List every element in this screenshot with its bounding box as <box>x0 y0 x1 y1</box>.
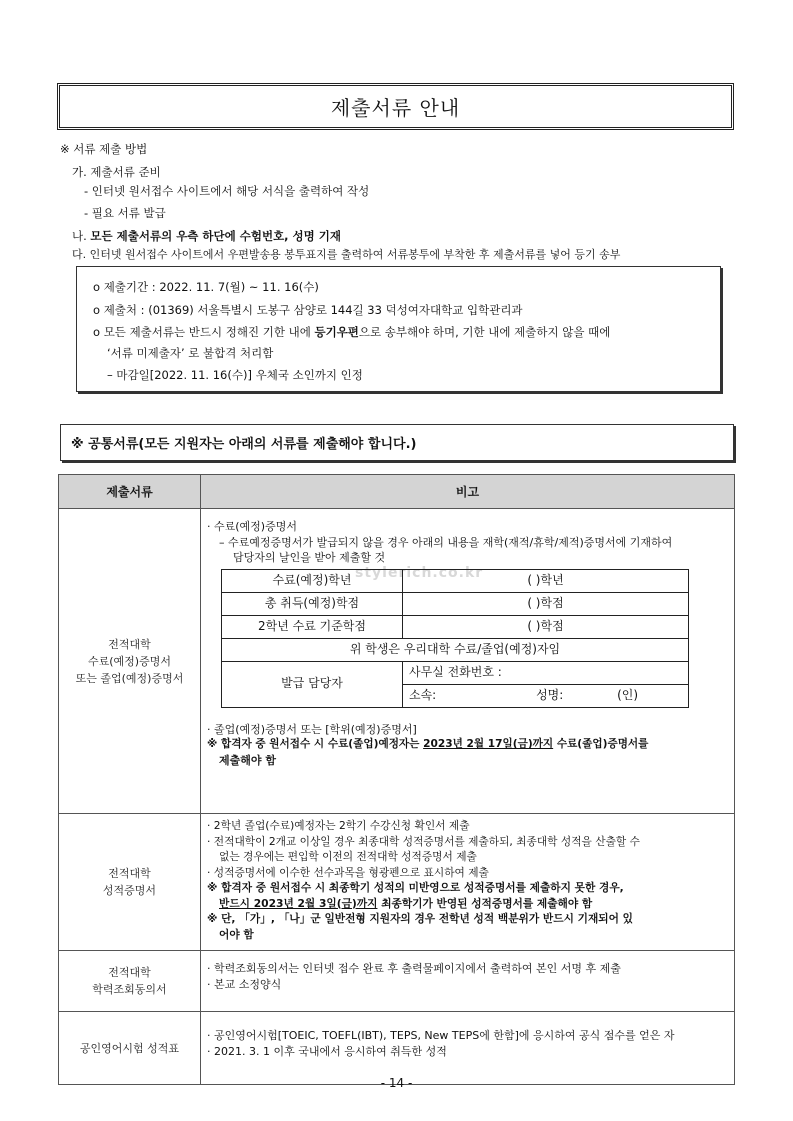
watermark: stylerich.co.kr <box>355 565 484 581</box>
row1-label-line: 전적대학 <box>108 637 151 651</box>
inner-seal: (인) <box>617 687 639 702</box>
method-ga-item-2: - 필요 서류 발급 <box>84 206 166 220</box>
table-row <box>59 951 735 1012</box>
page-title: 제출서류 안내 <box>330 96 461 120</box>
method-na-prefix: 나. <box>72 229 91 243</box>
row1-label-line: 수료(예정)증명서 <box>88 654 171 668</box>
row2-bullet-2: · 전적대학이 2개교 이상일 경우 최종대학 성적증명서를 제출하되, 최종대학 성적을 산출할 수 <box>207 834 640 848</box>
col-header-docs: 제출서류 <box>59 475 201 509</box>
info-notice-post: 으로 송부해야 하며, 기한 내에 제출하지 않을 때에 <box>358 325 611 339</box>
table-row <box>59 814 735 951</box>
inner-label: 수료(예정)학년 <box>222 569 403 592</box>
row1-bullet-1: · 수료(예정)증명서 <box>207 520 297 533</box>
row1-note-pre: ※ 합격자 중 원서접수 시 수료(졸업)예정자는 <box>207 738 424 750</box>
inner-value: ( )학점 <box>403 592 689 615</box>
row1-note <box>207 737 728 753</box>
inner-phone: 사무실 전화번호 : <box>403 661 689 684</box>
info-box <box>76 266 721 392</box>
info-notice-bold: 등기우편 <box>314 325 359 339</box>
row3-bullet-2: · 본교 소정양식 <box>207 977 282 991</box>
info-deadline: – 마감일[2022. 11. 16(수)] 우체국 소인까지 인정 <box>107 368 363 382</box>
row2-label <box>59 814 201 951</box>
table-row <box>59 1012 735 1085</box>
row3-notes <box>201 951 735 1012</box>
page-number: - 14 - <box>380 1076 413 1090</box>
row1-note-post: 수료(졸업)증명서를 <box>553 738 649 750</box>
row3-bullet-1: · 학력조회동의서는 인터넷 접수 완료 후 출력물페이지에서 출력하여 본인 서명 후 제출 <box>207 962 621 975</box>
info-notice <box>93 324 610 340</box>
row2-bullet-4: · 성적증명서에 이수한 선수과목을 형광펜으로 표시하여 제출 <box>207 865 489 879</box>
method-heading: ※ 서류 제출 방법 <box>60 142 148 156</box>
inner-affiliation <box>403 684 689 707</box>
row2-bullet-1: · 2학년 졸업(수료)예정자는 2학기 수강신청 확인서 제출 <box>207 819 470 832</box>
row2-bullet-3: 없는 경우에는 편입학 이전의 전적대학 성적증명서 제출 <box>219 850 477 863</box>
row4-bullet-1: · 공인영어시험[TOEIC, TOEFL(IBT), TEPS, New TEPS에 한함]에 응시하여 공식 점수를 얻은 자 <box>207 1029 675 1042</box>
method-ga: 가. 제출서류 준비 <box>72 165 161 179</box>
row1-note-cont: 제출해야 함 <box>219 753 276 767</box>
method-na-bold: 모든 제출서류의 우측 하단에 수험번호, 성명 기재 <box>90 229 341 243</box>
page-title-box <box>57 83 734 130</box>
inner-affiliation-label: 소속: <box>409 687 437 702</box>
row4-label-line: 공인영어시험 성적표 <box>79 1041 180 1055</box>
row3-label-line: 전적대학 <box>108 966 151 979</box>
inner-name-label: 성명: <box>536 687 564 702</box>
documents-table <box>58 474 735 1085</box>
row2-note-1: ※ 합격자 중 원서접수 시 최종학기 성적의 미반영으로 성적증명서를 제출하지 못한 경우, <box>207 881 624 894</box>
row3-label-line: 학력조회동의서 <box>92 983 167 996</box>
row1-bullet-2: – 수료예정증명서가 발급되지 않을 경우 아래의 내용을 재학(재적/휴학/제적)증명서에 기재하여 <box>219 535 673 549</box>
row2-note-2 <box>207 896 728 912</box>
submission-method <box>60 141 750 261</box>
info-address: o 제출처 : (01369) 서울특별시 도봉구 삼양로 144길 33 덕성여자대학교 입학관리과 <box>93 303 523 317</box>
method-da: 다. 인터넷 원서접수 사이트에서 우편발송용 봉투표지를 출력하여 서류봉투에 부착한 후 제출서류를 넣어 등기 송부 <box>72 248 621 261</box>
inner-value: ( )학점 <box>403 615 689 638</box>
inner-value: ( )학년 <box>403 569 689 592</box>
row1-note-date: 2023년 2월 17일(금)까지 <box>423 738 554 750</box>
info-notice-cont: ‘서류 미제출자’ 로 불합격 처리함 <box>107 346 274 360</box>
info-notice-pre: o 모든 제출서류는 반드시 정해진 기한 내에 <box>93 325 315 339</box>
row1-bullet-3: 담당자의 날인을 받아 제출할 것 <box>233 551 386 564</box>
table-row <box>59 509 735 814</box>
method-na <box>72 228 341 244</box>
inner-label: 총 취득(예정)학점 <box>222 592 403 615</box>
row2-label-line: 성적증명서 <box>102 884 157 897</box>
row1-label-line: 또는 졸업(예정)증명서 <box>75 671 184 685</box>
row2-note-date: 반드시 2023년 2월 3일(금)까지 <box>219 896 378 910</box>
row2-note-3-cont: 어야 함 <box>219 927 254 941</box>
completion-info-table <box>221 569 689 708</box>
table-header-row <box>59 475 735 509</box>
row4-bullet-2: · 2021. 3. 1 이후 국내에서 응시하여 취득한 성적 <box>207 1044 447 1058</box>
common-docs-header-text: ※ 공통서류(모든 지원자는 아래의 서류를 제출해야 합니다.) <box>71 437 417 452</box>
row1-label <box>59 509 201 814</box>
inner-issuer-label: 발급 담당자 <box>222 661 403 707</box>
row1-notes <box>201 509 735 814</box>
method-ga-item-1: - 인터넷 원서접수 사이트에서 해당 서식을 출력하여 작성 <box>84 184 370 198</box>
col-header-notes: 비고 <box>201 475 735 509</box>
row3-label <box>59 951 201 1012</box>
common-docs-header <box>60 424 734 461</box>
row2-notes <box>201 814 735 951</box>
row2-note-post: 최종학기가 반영된 성적증명서를 제출해야 함 <box>377 896 593 910</box>
inner-label: 2학년 수료 기준학점 <box>222 615 403 638</box>
row4-notes <box>201 1012 735 1085</box>
row2-note-3: ※ 단, 「가」, 「나」군 일반전형 지원자의 경우 전학년 성적 백분위가 반드시 기재되어 있 <box>207 912 633 925</box>
row1-bullet-4: · 졸업(예정)증명서 또는 [학위(예정)증명서] <box>207 722 417 736</box>
info-period: o 제출기간 : 2022. 11. 7(월) ~ 11. 16(수) <box>93 280 319 294</box>
inner-statement: 위 학생은 우리대학 수료/졸업(예정)자임 <box>222 638 689 661</box>
row2-label-line: 전적대학 <box>108 867 151 880</box>
row4-label <box>59 1012 201 1085</box>
